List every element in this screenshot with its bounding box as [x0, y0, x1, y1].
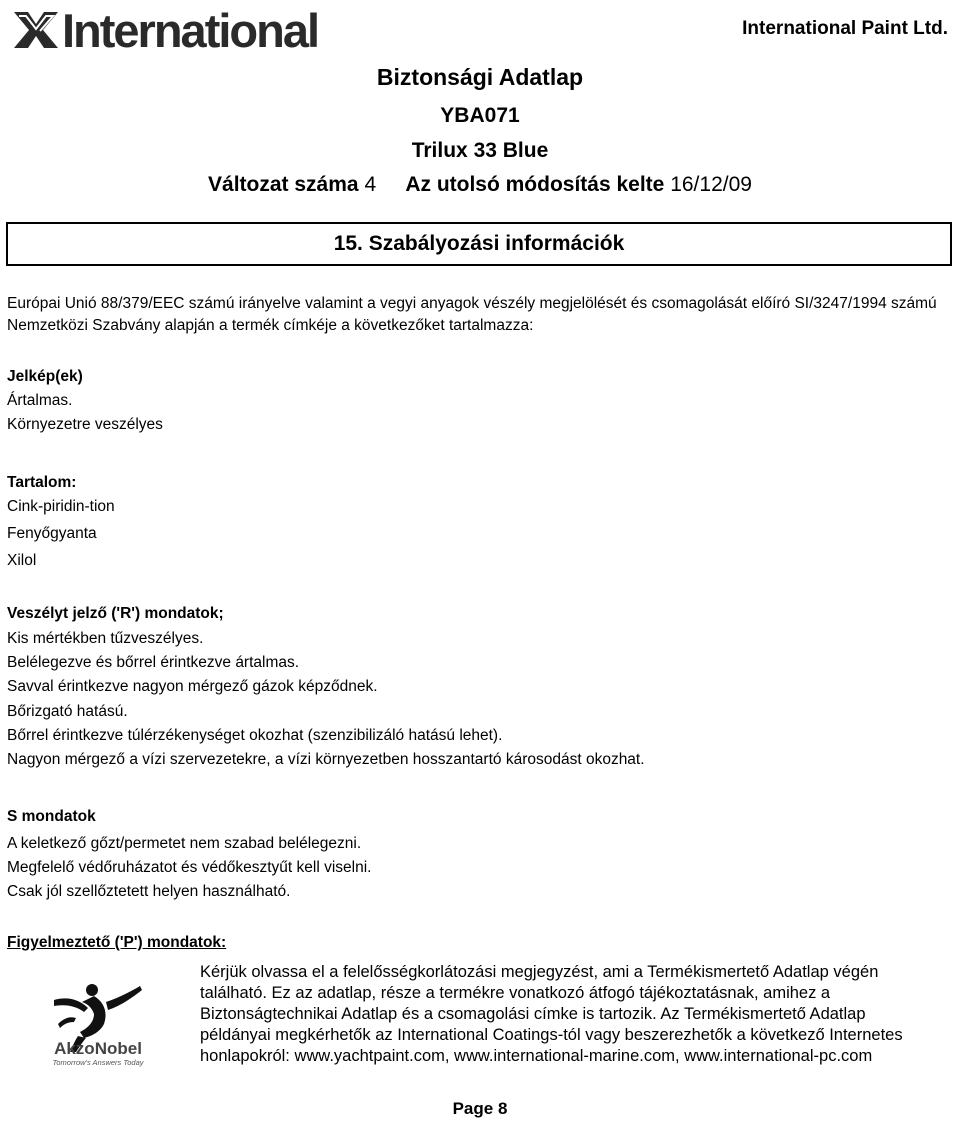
document-title: Biztonsági Adatlap — [376, 64, 584, 90]
svg-text:Tomorrow's Answers Today: Tomorrow's Answers Today — [52, 1058, 144, 1067]
list-item: Fenyőgyanta — [7, 525, 97, 542]
international-logo — [10, 4, 350, 54]
list-item: Bőrrel érintkezve túlérzékenységet okozhat (szenzibilizáló hatású lehet). — [7, 726, 503, 744]
company-name: International Paint Ltd. — [742, 18, 948, 39]
s-phrases-heading: S mondatok — [7, 808, 96, 825]
p-phrases-heading: Figyelmeztető ('P') mondatok: — [7, 934, 227, 951]
revision-label: Az utolsó módosítás kelte — [405, 173, 665, 196]
page-number: Page 8 — [452, 1099, 508, 1118]
contents-list — [7, 496, 115, 577]
list-item: A keletkező gőzt/permetet nem szabad belélegezni. — [7, 835, 362, 852]
section-title: 15. Szabályozási információk — [6, 222, 952, 266]
list-item: Csak jól szellőztetett helyen használható. — [7, 883, 291, 901]
disclaimer-text: Kérjük olvassa el a felelősségkorlátozási megjegyzést, ami a Termékismertető Adatlap végén található. Ez az adatlap, része a termékre vonatkozó átfogó tájékoztatásnak, amihez a Biztonságtechnikai Adatlap és a csomagolási címke is tartozik. Az Termékismertető Adatlap példányai megkérhetők az International Coatings-tól vagy beszerezhetők a következő Internetes honlapokról: www.yachtpaint.com, www.international-marine.com, www.international-pc.com — [200, 963, 903, 1065]
svg-text:AkzoNobel: AkzoNobel — [54, 1039, 142, 1058]
contents-heading: Tartalom: — [7, 474, 77, 491]
list-item: Bőrizgató hatású. — [7, 702, 128, 720]
list-item: Nagyon mérgező a vízi szervezetekre, a vízi környezetben hosszantartó károsodást okozhat. — [7, 750, 645, 768]
version-label: Változat száma — [208, 173, 359, 196]
list-item: Xilol — [7, 552, 37, 569]
akzonobel-logo — [34, 982, 162, 1068]
r-phrases-heading: Veszélyt jelző ('R') mondatok; — [7, 605, 224, 622]
list-item: Cink-piridin-tion — [7, 498, 115, 515]
list-item: Savval érintkezve nagyon mérgező gázok képződnek. — [7, 678, 378, 696]
version-line — [0, 173, 960, 197]
svg-text:International: International — [62, 4, 319, 54]
list-item: Megfelelő védőruházatot és védőkesztyűt kell viselni. — [7, 859, 372, 877]
list-item: Belélegezve és bőrrel érintkezve ártalmas. — [7, 654, 300, 672]
s-phrases-list — [7, 833, 371, 906]
list-item: Kis mértékben tűzveszélyes. — [7, 630, 204, 647]
r-phrases-list — [7, 628, 645, 773]
regulatory-intro: Európai Unió 88/379/EEC számú irányelve valamint a vegyi anyagok vészély megjelölését és csomagolását előíró SI/3247/1994 számú Nemzetközi Szabvány alapján a termék címkéje a következőket tartalmazza: — [7, 295, 937, 334]
x-mark-icon — [14, 12, 58, 48]
list-item: Környezetre veszélyes — [7, 416, 163, 434]
revision-value: 16/12/09 — [670, 173, 752, 196]
symbols-heading: Jelkép(ek) — [7, 368, 83, 385]
symbols-list — [7, 390, 163, 438]
product-name: Trilux 33 Blue — [411, 139, 549, 162]
product-code: YBA071 — [440, 104, 520, 127]
version-value: 4 — [364, 173, 377, 196]
list-item: Ártalmas. — [7, 392, 73, 409]
